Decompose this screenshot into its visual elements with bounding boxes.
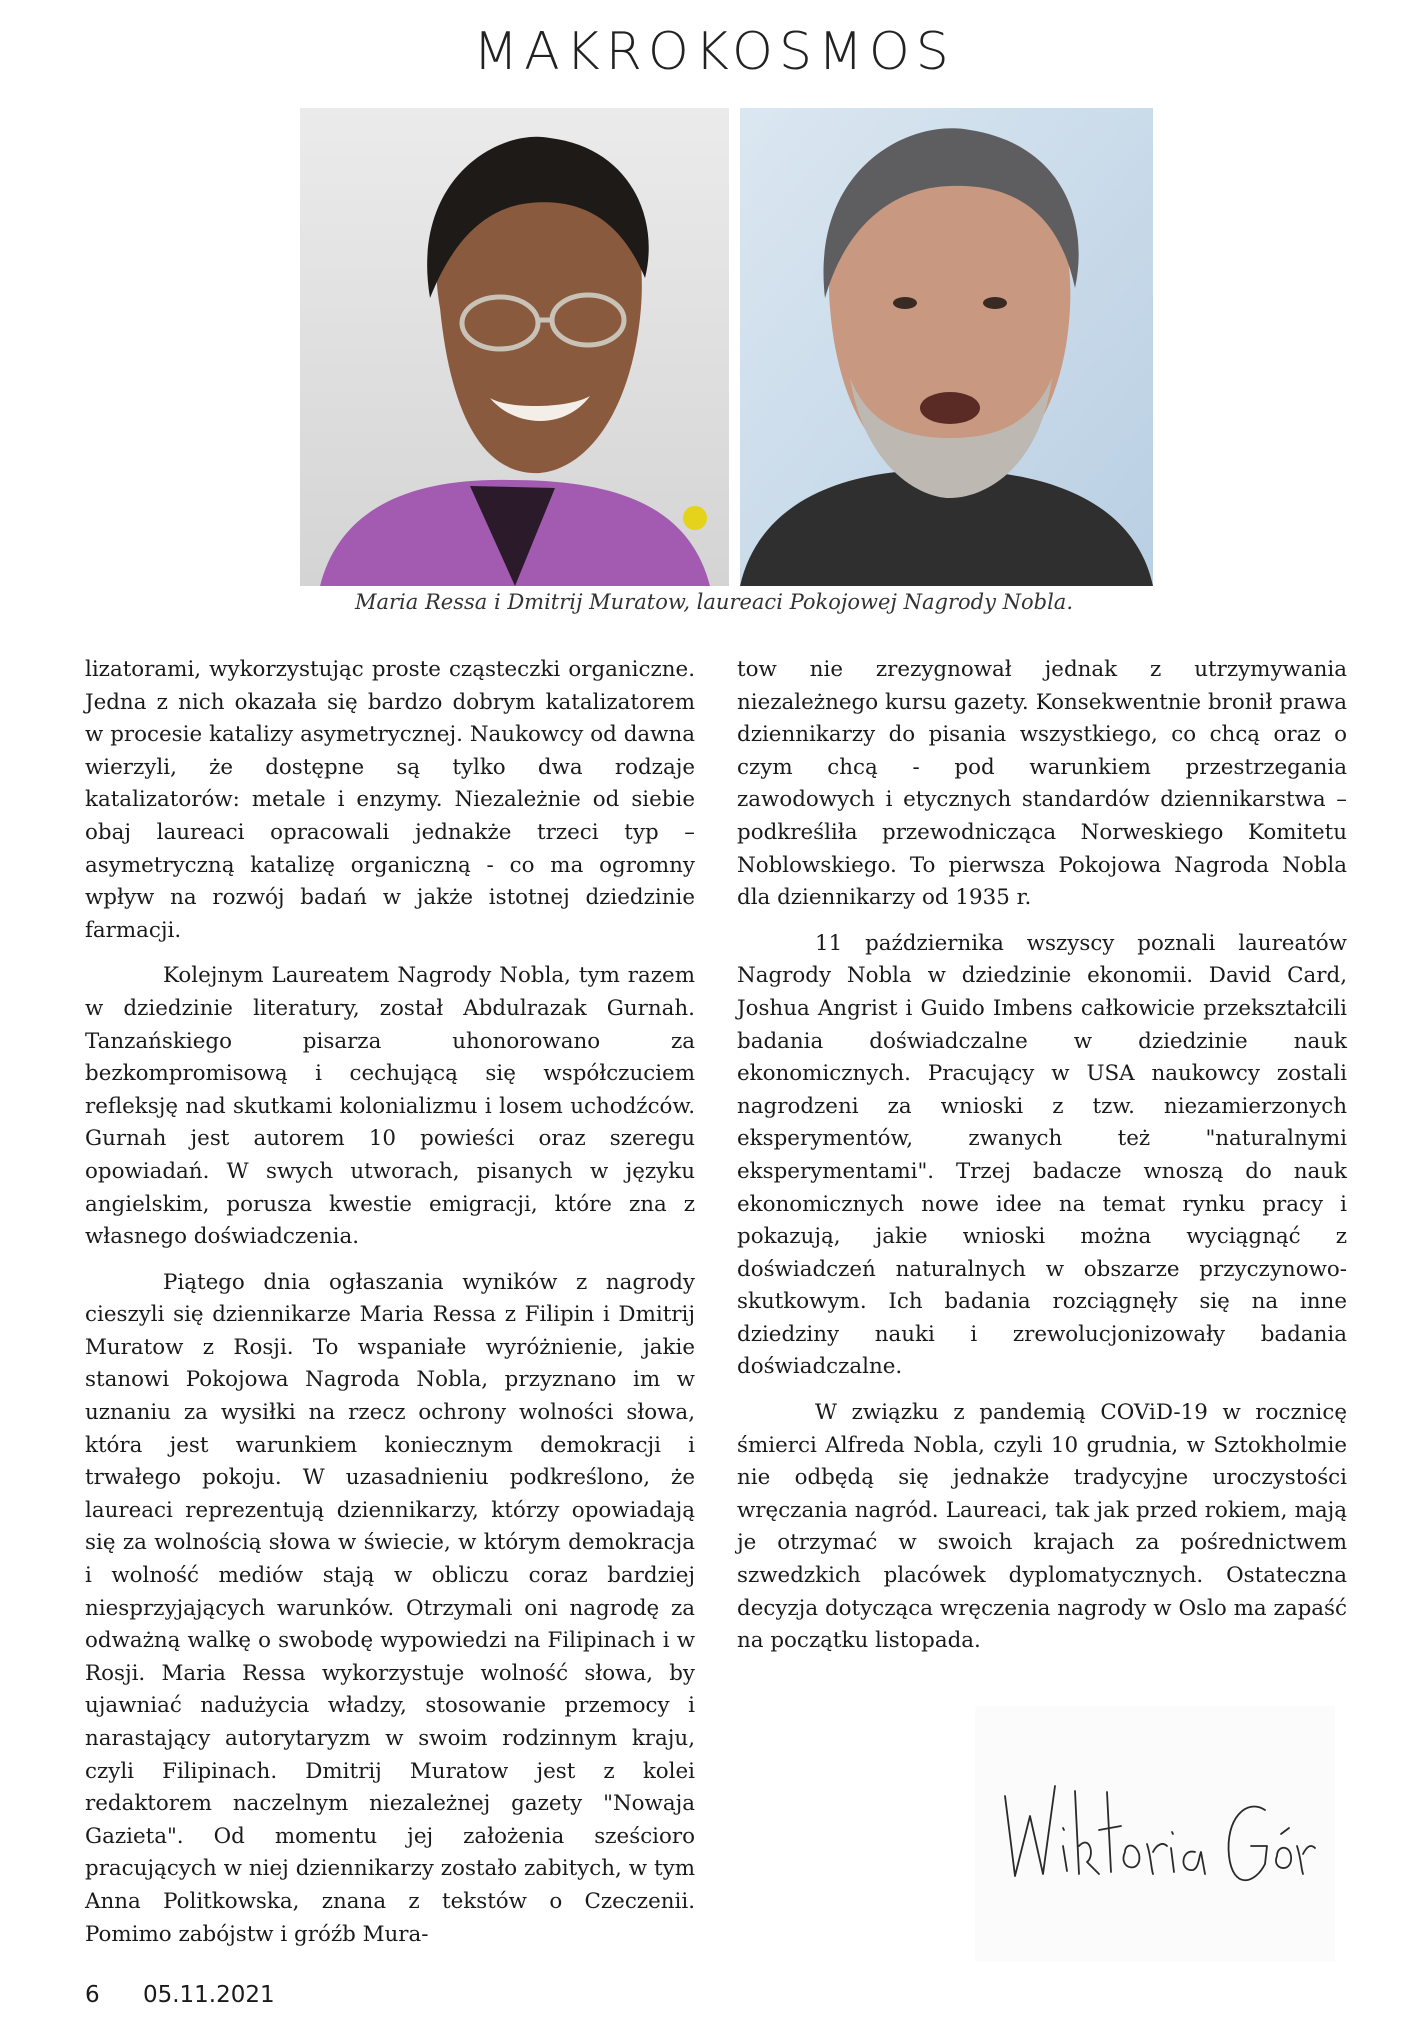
article-paragraph: W związku z pandemią COViD-19 w rocznicę śmierci Alfreda Nobla, czyli 10 grudnia, w Sztokholmie nie odbędą się jednakże tradycyjne uroczystości wręczania nagród. Laureaci, tak jak przed rokiem, mają je otrzymać w swoich krajach za pośrednictwem szwedzkich placówek dyplomatycznych. Ostateczna decyzja dotycząca wręczenia nagrody w Oslo ma zapaść na początku listopada. <box>737 1400 1347 1654</box>
article-paragraph: Kolejnym Laureatem Nagrody Nobla, tym razem w dziedzinie literatury, został Abdulrazak Gurnah. Tanzańskiego pisarza uhonorowano za bezkompromisową i cechującą się współczuciem refleksję nad skutkami kolonializmu i losem uchodźców. Gurnah jest autorem 10 powieści oraz szeregu opowiadań. W swych utworach, pisanych w języku angielskim, porusza kwestie emigracji, które zna z własnego doświadczenia. <box>85 963 695 1250</box>
photo-caption: Maria Ressa i Dmitrij Muratow, laureaci Pokojowej Nagrody Nobla. <box>354 590 1073 614</box>
article-paragraph: Piątego dnia ogłaszania wyników z nagrody cieszyli się dziennikarze Maria Ressa z Filipin i Dmitrij Muratow z Rosji. To wspaniałe wyróżnienie, jakie stanowi Pokojowa Nagroda Nobla, przyznano im w uznaniu za wysiłki na rzecz ochrony wolności słowa, która jest warunkiem koniecznym demokracji i trwałego pokoju. W uzasadnieniu podkreślono, że laureaci reprezentują dziennikarzy, którzy opowiadają się za wolnością słowa w świecie, w którym demokracja i wolność mediów stają w obliczu coraz bardziej niesprzyjających warunków. Otrzymali oni nagrodę za odważną walkę o swobodę wypowiedzi na Filipinach i w Rosji. Maria Ressa wykorzystuje wolność słowa, by ujawniać nadużycia władzy, stosowanie przemocy i narastający autorytaryzm w swoim rodzinnym kraju, czyli Filipinach. Dmitrij Muratow jest z kolei redaktorem naczelnym niezależnej gazety "Nowaja Gazieta". Od momentu jej założenia sześcioro pracujących w niej dziennikarzy zostało zabitych, w tym Anna Politkowska, znana z tekstów o Czeczenii. Pomimo zabójstw i gróźb Mura- <box>85 1269 695 1947</box>
issue-date: 05.11.2021 <box>142 1982 275 2008</box>
photo-dmitrij-muratow <box>740 108 1153 586</box>
photo-maria-ressa <box>300 108 729 586</box>
article-paragraph: tow nie zrezygnował jednak z utrzymywania niezależnego kursu gazety. Konsekwentnie bronił prawa dziennikarzy do pisania wszystkiego, co chcą oraz o czym chcą - pod warunkiem przestrzegania zawodowych i etycznych standardów dziennikarstwa – podkreśliła przewodnicząca Norweskiego Komitetu Noblowskiego. To pierwsza Pokojowa Nagroda Nobla dla dziennikarzy od 1935 r. <box>737 657 1347 911</box>
article-column-right <box>737 654 1347 1658</box>
portrait-photo-icon <box>300 108 729 586</box>
article-paragraph: 11 października wszyscy poznali laureatów Nagrody Nobla w dziedzinie ekonomii. David Card, Joshua Angrist i Guido Imbens całkowicie przekształcili badania doświadczalne w dziedzinie nauk ekonomicznych. Pracujący w USA naukowcy zostali nagrodzeni za wnioski z tzw. niezamierzonych eksperymentów, zwanych też "naturalnymi eksperymentami". Trzej badacze wnoszą do nauk ekonomicznych nowe idee na temat rynku pracy i pokazują, jakie wnioski można wyciągnąć z doświadczeń naturalnych w obszarze przyczynowo-skutkowym. Ich badania rozciągnęły się na inne dziedziny nauki i zrewolucjonizowały badania doświadczalne. <box>737 930 1347 1380</box>
article-column-left <box>85 654 695 1951</box>
portrait-photo-icon <box>740 108 1153 586</box>
masthead-title: MAKROKOSMOS <box>473 22 955 82</box>
page-number: 6 <box>85 1982 100 2008</box>
signature-icon <box>975 1706 1335 1962</box>
author-signature <box>975 1706 1335 1962</box>
page-footer <box>85 1982 275 2008</box>
article-paragraph: lizatorami, wykorzystując proste cząsteczki organiczne. Jedna z nich okazała się bardzo dobrym katalizatorem w procesie katalizy asymetrycznej. Naukowcy od dawna wierzyli, że dostępne są tylko dwa rodzaje katalizatorów: metale i enzymy. Niezależnie od siebie obaj laureaci opracowali jednakże trzeci typ – asymetryczną katalizę organiczną - co ma ogromny wpływ na rozwój badań w jakże istotnej dziedzinie farmacji. <box>85 657 695 943</box>
